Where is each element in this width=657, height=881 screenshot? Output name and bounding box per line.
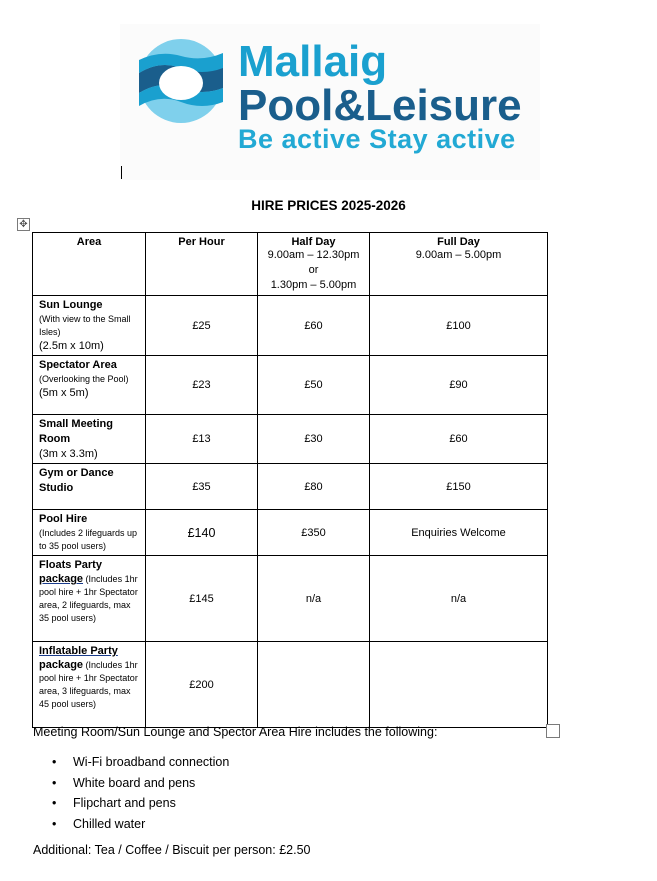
bullet-icon: • [52,796,57,810]
half-day-time-2: 1.30pm – 5.00pm [270,279,357,291]
area-name: Pool Hire [39,513,88,525]
area-note: (Overlooking the Pool) [39,374,129,384]
list-item [33,793,229,814]
list-item [33,773,229,794]
area-name: Sun Lounge [39,299,103,311]
half-day-price: £50 [258,356,370,415]
per-hour-price: £140 [146,510,258,556]
table-row [33,415,548,464]
area-name: Gym or Dance Studio [39,467,114,494]
full-day-price: Enquiries Welcome [370,510,548,556]
list-item [33,814,229,835]
full-day-price: £150 [370,464,548,510]
header-half-day [258,233,370,296]
logo-title-line1: Mallaig [238,37,388,86]
per-hour-price: £200 [146,642,258,728]
area-name-package: package [39,659,84,671]
area-note: (Includes 2 lifeguards up to 35 pool users) [39,528,138,551]
area-name: Spectator Area [39,359,117,371]
area-dimensions: (5m x 5m) [39,387,89,399]
half-day-price: £60 [258,296,370,356]
table-move-handle-icon[interactable]: ✥ [17,218,30,231]
table-row [33,642,548,728]
area-note [39,573,139,625]
logo-title [238,37,522,130]
half-day-price: n/a [258,556,370,642]
document-title: HIRE PRICES 2025-2026 [251,198,406,213]
logo-title-line2: Pool&Leisure [238,81,522,130]
area-note: (With view to the Small Isles) [39,314,131,337]
bullet-icon: • [52,755,57,769]
bullet-icon: • [52,816,57,831]
area-cell [33,642,146,728]
area-note-text: (Includes 1hr pool hire + 1hr Spectator area, 2 lifeguards, max 35 pool users) [39,574,138,623]
area-cell [33,556,146,642]
area-cell [33,356,146,415]
area-cell [33,296,146,356]
table-header-row [33,233,548,296]
area-dimensions: (2.5m x 10m) [39,340,104,352]
area-cell [33,510,146,556]
table-row [33,464,548,510]
header-full-day-label: Full Day [437,236,480,248]
per-hour-price: £145 [146,556,258,642]
table-resize-handle[interactable] [546,724,560,738]
list-item-text: White board and pens [73,775,196,790]
list-item-text: Wi-Fi broadband connection [73,755,230,769]
area-name: Small Meeting Room [39,418,113,445]
includes-heading: Meeting Room/Sun Lounge and Spector Area Hire includes the following: [33,725,438,739]
area-note-text: (Includes 1hr pool hire + 1hr Spectator area, 3 lifeguards, max 45 pool users) [39,660,138,709]
full-day-price: £90 [370,356,548,415]
half-day-price: £350 [258,510,370,556]
pool-ring-logo-icon [138,38,224,124]
bullet-icon: • [52,775,57,790]
full-day-price [370,642,548,728]
hire-prices-table [32,232,548,728]
per-hour-price: £25 [146,296,258,356]
text-cursor [121,166,122,179]
header-full-day [370,233,548,296]
table-row [33,510,548,556]
area-cell [33,464,146,510]
area-name-package: package [39,573,84,585]
per-hour-price: £35 [146,464,258,510]
area-dimensions: (3m x 3.3m) [39,448,98,460]
list-item-text: Chilled water [73,816,146,831]
per-hour-price: £23 [146,356,258,415]
header-per-hour: Per Hour [146,233,258,296]
full-day-price: n/a [370,556,548,642]
features-list [33,752,229,834]
area-name: Floats Party [39,559,102,571]
logo-tagline: Be active Stay active [238,124,516,154]
logo [120,24,540,180]
half-day-time-or: or [308,264,319,276]
list-item [33,752,229,773]
half-day-price: £30 [258,415,370,464]
half-day-price: £80 [258,464,370,510]
table-row [33,556,548,642]
half-day-price [258,642,370,728]
full-day-time: 9.00am – 5.00pm [415,249,502,261]
area-note [39,659,139,711]
area-name: Inflatable Party [39,645,118,657]
table-row [33,296,548,356]
header-area: Area [33,233,146,296]
table-row [33,356,548,415]
list-item-text: Flipchart and pens [73,796,176,810]
additional-pricing: Additional: Tea / Coffee / Biscuit per person: £2.50 [33,843,311,857]
per-hour-price: £13 [146,415,258,464]
area-cell [33,415,146,464]
full-day-price: £100 [370,296,548,356]
header-half-day-label: Half Day [291,236,336,248]
full-day-price: £60 [370,415,548,464]
half-day-time-1: 9.00am – 12.30pm [267,249,360,261]
